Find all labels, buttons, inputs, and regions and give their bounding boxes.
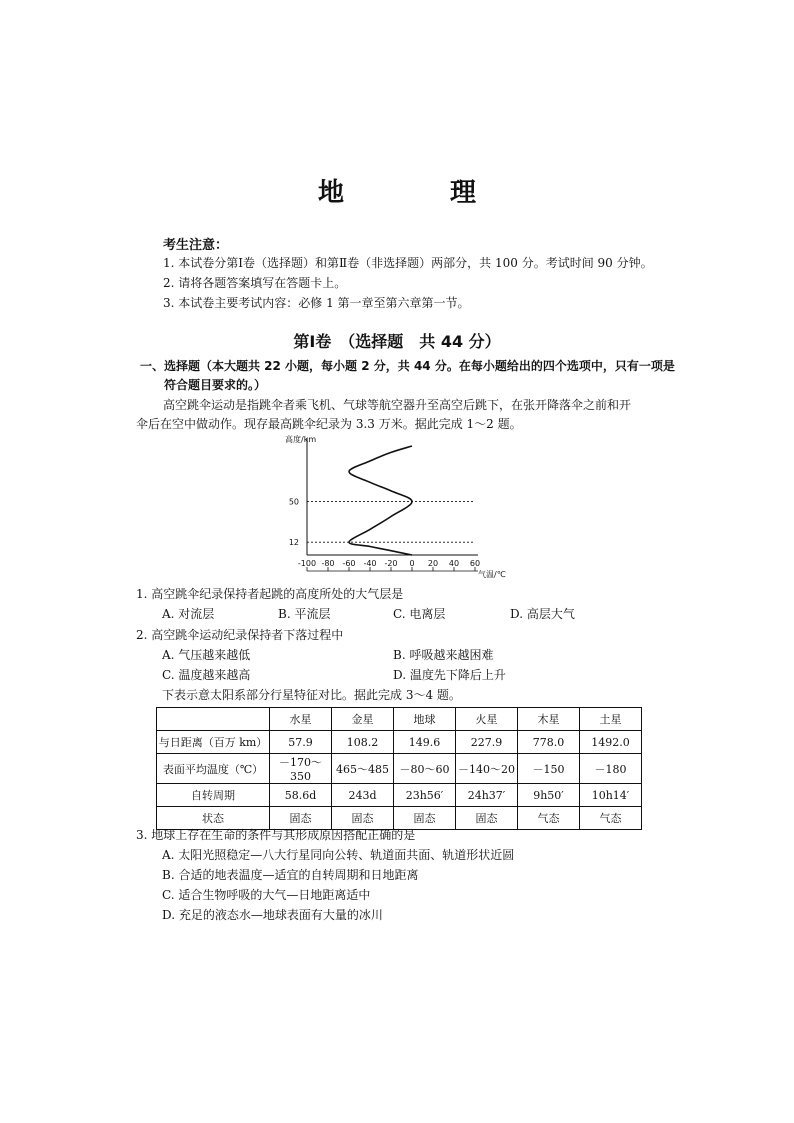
table-cell: 固态 xyxy=(270,807,332,830)
passage-line: 高空跳伞运动是指跳伞者乘飞机、气球等航空器升至高空后跳下，在张开降落伞之前和开 xyxy=(163,398,632,412)
table-cell xyxy=(157,708,270,731)
y-axis-label: 高度/km xyxy=(285,435,317,444)
option: D. 温度先下降后上升 xyxy=(393,668,506,682)
table-cell: 状态 xyxy=(157,807,270,830)
table-cell: 固态 xyxy=(332,807,394,830)
table-cell: －80～60 xyxy=(394,754,456,784)
page-title: 地 理 xyxy=(317,178,516,208)
table-cell: 表面平均温度（℃） xyxy=(157,754,270,784)
option: D. 高层大气 xyxy=(510,607,575,621)
table-cell: 10h14′ xyxy=(580,784,642,807)
option: A. 太阳光照稳定—八大行星同向公转、轨道面共面、轨道形状近圆 xyxy=(162,848,515,862)
option: B. 合适的地表温度—适宜的自转周期和日地距离 xyxy=(162,868,419,882)
option: A. 对流层 xyxy=(162,607,215,621)
y-tick-label: 12 xyxy=(288,538,299,548)
x-tick-label: 60 xyxy=(469,559,481,568)
table-cell: 地球 xyxy=(394,708,456,731)
notice-item: 2. 请将各题答案填写在答题卡上。 xyxy=(163,276,347,290)
option: A. 气压越来越低 xyxy=(162,648,251,662)
table-cell: －180 xyxy=(580,754,642,784)
x-tick-label: 0 xyxy=(409,559,415,568)
table-cell: 23h56′ xyxy=(394,784,456,807)
option: C. 适合生物呼吸的大气—日地距离适中 xyxy=(162,888,371,902)
table-cell: －150 xyxy=(518,754,580,784)
temperature-altitude-chart xyxy=(270,430,520,582)
table-cell: 与日距离（百万 km） xyxy=(157,731,270,754)
option: C. 电离层 xyxy=(393,607,446,621)
part-title: 第Ⅰ卷 （选择题 共 44 分） xyxy=(293,332,501,351)
table-row xyxy=(157,731,642,754)
table-cell: 土星 xyxy=(580,708,642,731)
table-cell: 1492.0 xyxy=(580,731,642,754)
table-cell: 57.9 xyxy=(270,731,332,754)
option: C. 温度越来越高 xyxy=(162,668,251,682)
table-row xyxy=(157,784,642,807)
x-tick-label: 20 xyxy=(427,559,439,568)
option: B. 平流层 xyxy=(278,607,331,621)
table-cell: 自转周期 xyxy=(157,784,270,807)
table-cell: 气态 xyxy=(580,807,642,830)
section-heading-cont: 符合题目要求的。） xyxy=(164,378,267,392)
table-cell: 149.6 xyxy=(394,731,456,754)
x-tick-label: -40 xyxy=(363,559,377,568)
x-tick-label: -20 xyxy=(384,559,398,568)
passage-line: 伞后在空中做动作。现存最高跳伞纪录为 3.3 万米。据此完成 1～2 题。 xyxy=(136,417,522,431)
x-tick-label: 40 xyxy=(448,559,460,568)
option: B. 呼吸越来越困难 xyxy=(393,648,494,662)
notice-heading: 考生注意： xyxy=(163,238,229,253)
question-stem: 2. 高空跳伞运动纪录保持者下落过程中 xyxy=(136,628,344,642)
notice-item: 1. 本试卷分第Ⅰ卷（选择题）和第Ⅱ卷（非选择题）两部分，共 100 分。考试时间 90 分钟。 xyxy=(163,256,653,270)
x-tick-label: -100 xyxy=(297,559,317,568)
question-stem: 1. 高空跳伞纪录保持者起跳的高度所处的大气层是 xyxy=(136,587,404,601)
table-cell: －170～350 xyxy=(270,754,332,784)
table-cell: 108.2 xyxy=(332,731,394,754)
table-cell: 固态 xyxy=(394,807,456,830)
table-header-row xyxy=(157,708,642,731)
table-cell: 465～485 xyxy=(332,754,394,784)
temperature-curve xyxy=(349,446,412,555)
table-cell: 243d xyxy=(332,784,394,807)
table-cell: －140～20 xyxy=(456,754,518,784)
table-cell: 水星 xyxy=(270,708,332,731)
x-tick-label: -80 xyxy=(321,559,335,568)
section-heading: 一、选择题（本大题共 22 小题，每小题 2 分，共 44 分。在每小题给出的四个选项中，只有一项是 xyxy=(140,359,675,373)
table-cell: 227.9 xyxy=(456,731,518,754)
y-tick-label: 50 xyxy=(288,497,299,507)
table-cell: 24h37′ xyxy=(456,784,518,807)
table-cell: 火星 xyxy=(456,708,518,731)
table-cell: 9h50′ xyxy=(518,784,580,807)
table-cell: 金星 xyxy=(332,708,394,731)
table-cell: 58.6d xyxy=(270,784,332,807)
question-stem: 3. 地球上存在生命的条件与其形成原因搭配正确的是 xyxy=(136,828,416,842)
notice-item: 3. 本试卷主要考试内容：必修 1 第一章至第六章第一节。 xyxy=(163,296,470,310)
table-cell: 778.0 xyxy=(518,731,580,754)
planet-table xyxy=(156,707,642,830)
option: D. 充足的液态水—地球表面有大量的冰川 xyxy=(162,908,383,922)
table-cell: 木星 xyxy=(518,708,580,731)
table-cell: 固态 xyxy=(456,807,518,830)
table-cell: 气态 xyxy=(518,807,580,830)
table-intro: 下表示意太阳系部分行星特征对比。据此完成 3～4 题。 xyxy=(162,688,461,702)
table-row xyxy=(157,754,642,784)
x-axis-label: 气温/℃ xyxy=(478,570,506,579)
x-tick-label: -60 xyxy=(342,559,356,568)
